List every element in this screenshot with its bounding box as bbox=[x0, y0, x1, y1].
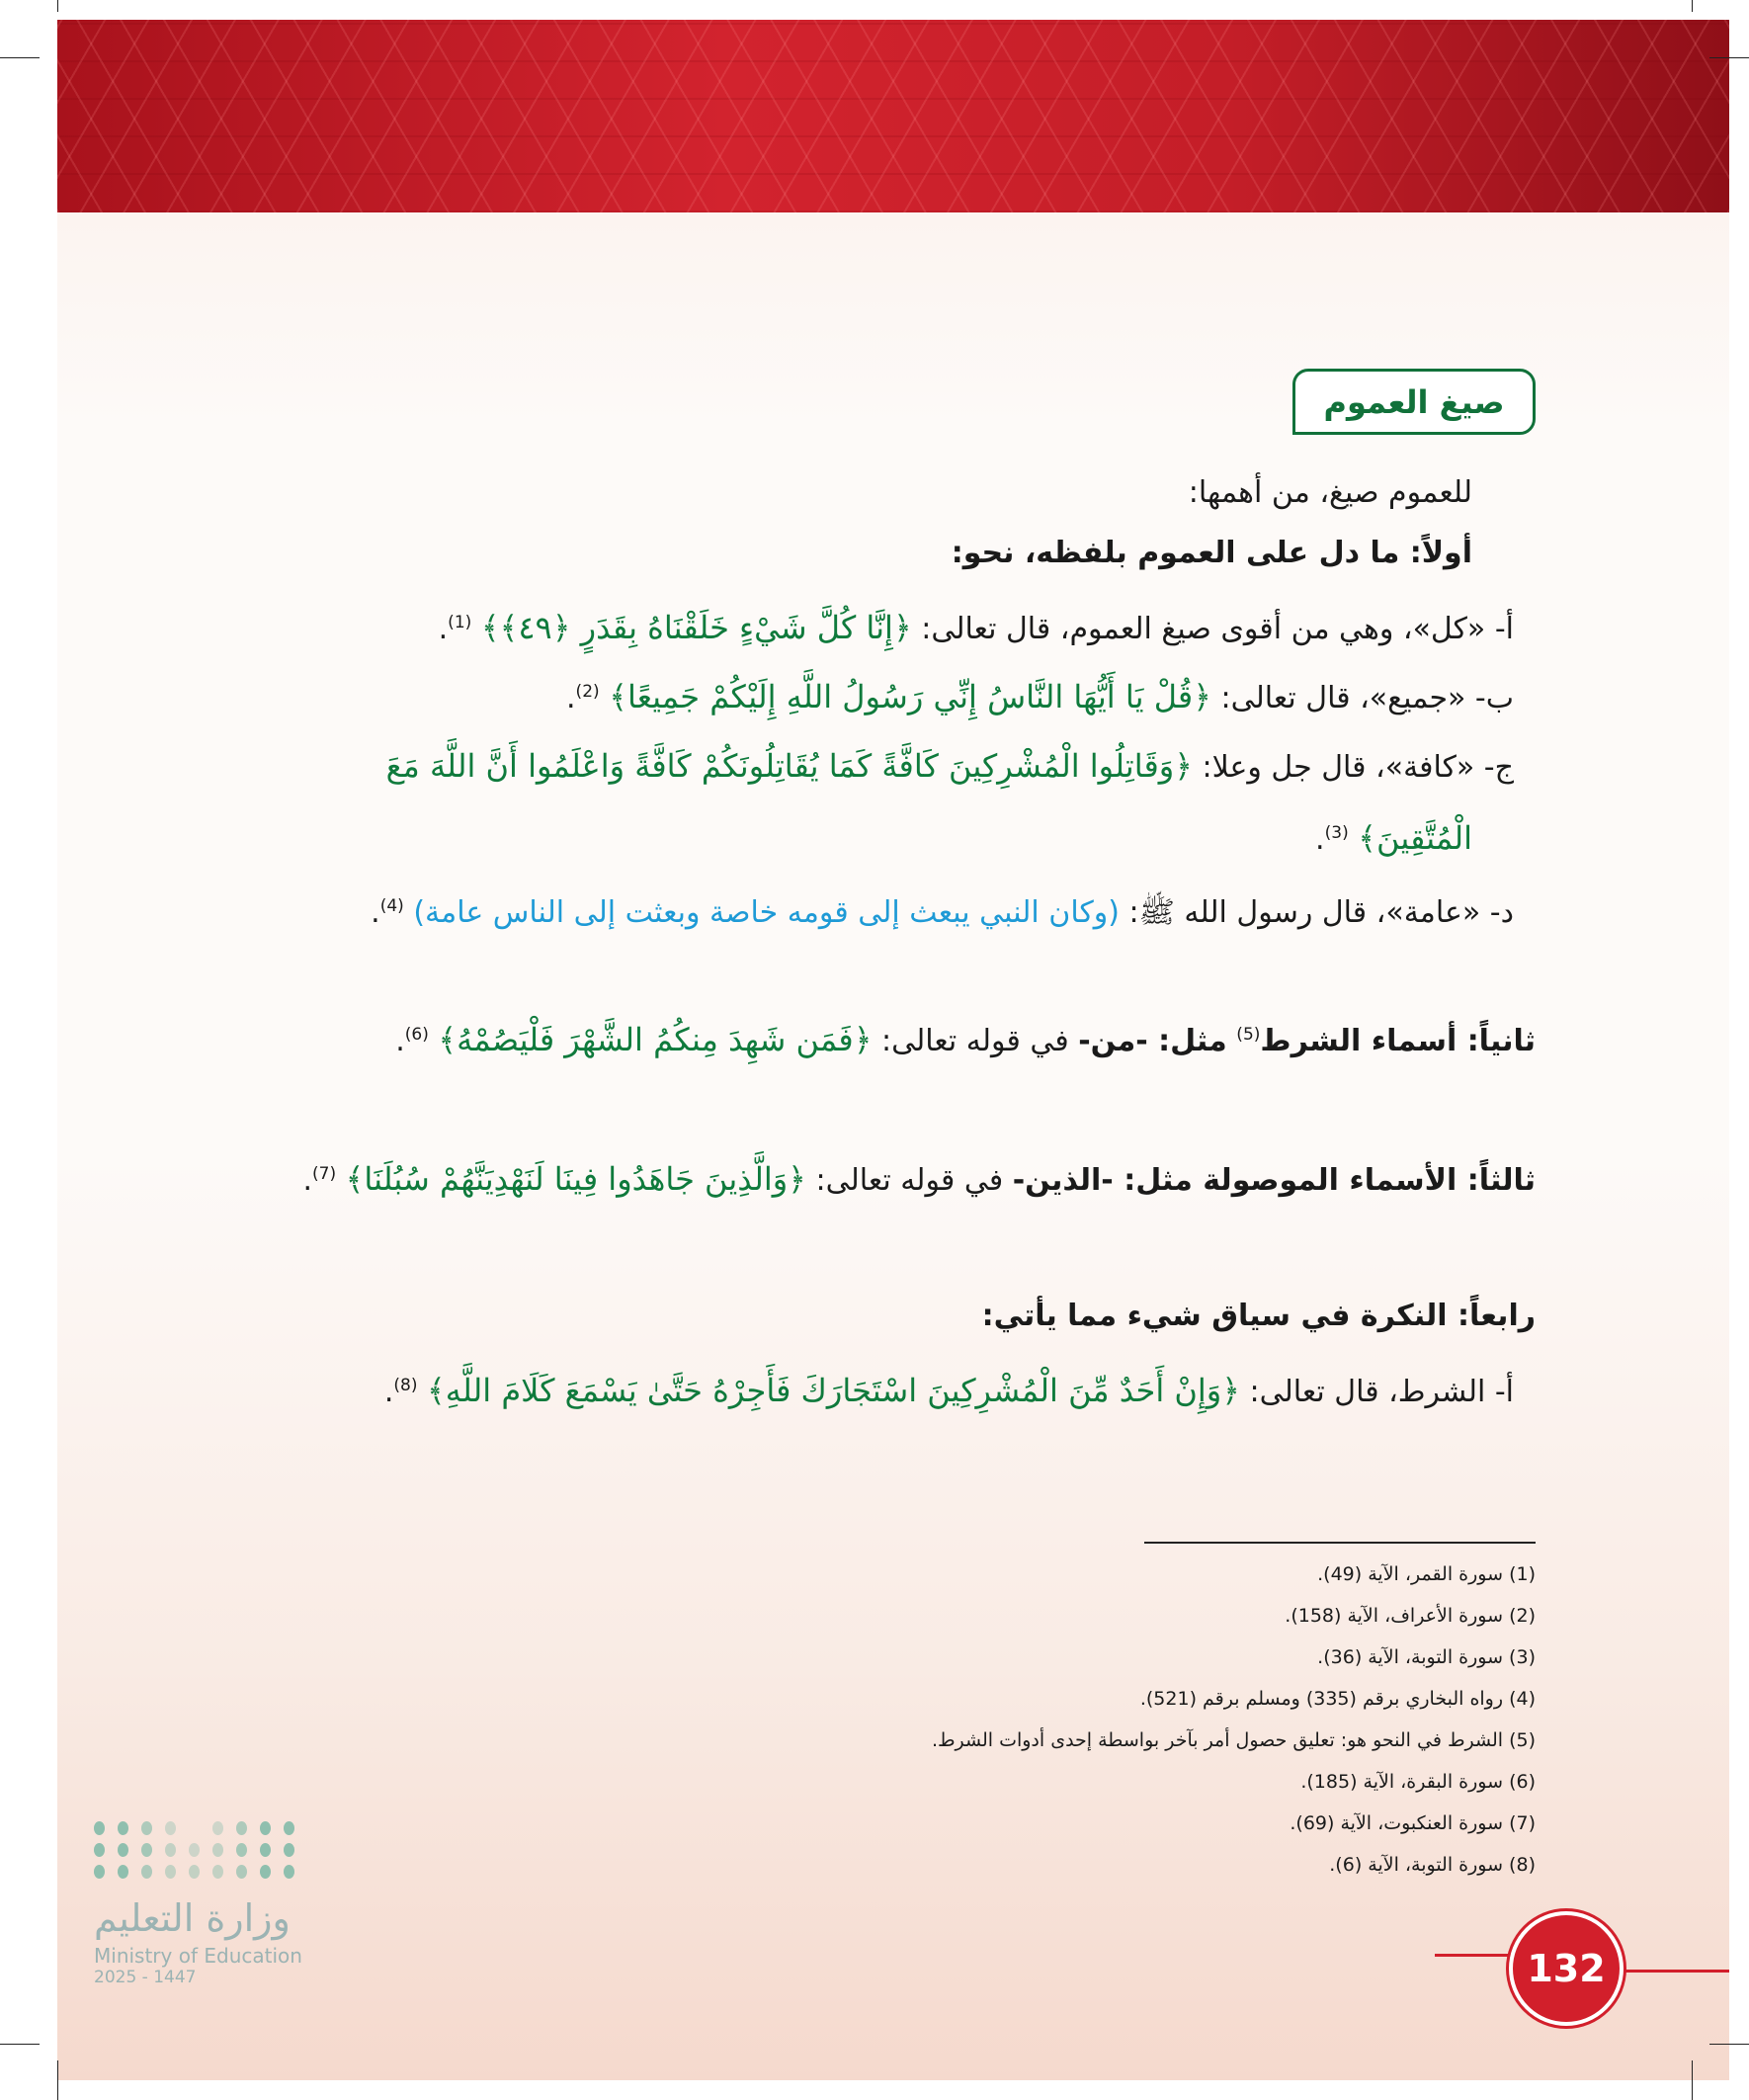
item-prefix: ج- «كافة»، قال جل وعلا: bbox=[1202, 750, 1514, 785]
period: . bbox=[566, 681, 576, 715]
crop-mark bbox=[1692, 2060, 1693, 2100]
crop-mark bbox=[1709, 57, 1749, 58]
page-number: 132 bbox=[1509, 1911, 1624, 2026]
crop-mark bbox=[0, 2044, 40, 2045]
item-b bbox=[566, 667, 1514, 723]
third-section bbox=[302, 1149, 1536, 1206]
footnote-ref[interactable]: (1) bbox=[448, 613, 472, 632]
item-a bbox=[439, 598, 1514, 654]
footnote-ref[interactable]: (7) bbox=[311, 1164, 337, 1184]
footnote-ref[interactable]: (6) bbox=[404, 1025, 429, 1045]
fourth-item-a bbox=[384, 1361, 1514, 1417]
footnote: (7) سورة العنكبوت، الآية (69). bbox=[1290, 1812, 1536, 1834]
quran-verse: ﴿فَمَن شَهِدَ مِنكُمُ الشَّهْرَ فَلْيَصُمْهُ﴾ bbox=[438, 1021, 873, 1058]
logo-english-text: Ministry of Education bbox=[94, 1944, 302, 1968]
crop-mark bbox=[1709, 2044, 1749, 2045]
footnote-ref[interactable]: (5) bbox=[1236, 1025, 1261, 1045]
quran-verse-cont: الْمُتَّقِينَ﴾ bbox=[1358, 819, 1472, 857]
quran-verse: ﴿وَالَّذِينَ جَاهَدُوا فِينَا لَنَهْدِيَنَّهُمْ سُبُلَنَا﴾ bbox=[345, 1160, 806, 1198]
period: . bbox=[395, 1024, 405, 1058]
crop-mark bbox=[57, 0, 58, 12]
period: . bbox=[383, 1375, 394, 1409]
page-number-line bbox=[1621, 1970, 1729, 1973]
footnote: (2) سورة الأعراف، الآية (158). bbox=[1285, 1605, 1536, 1627]
crop-mark bbox=[0, 57, 40, 58]
ministry-logo bbox=[94, 1821, 311, 1987]
item-c-continued bbox=[1315, 808, 1472, 865]
quran-verse: ﴿إِنَّا كُلَّ شَيْءٍ خَلَقْنَاهُ بِقَدَرٍ ﴿٤٩﴾﴾ bbox=[480, 609, 912, 646]
decorative-banner bbox=[57, 20, 1729, 212]
crop-mark bbox=[1692, 0, 1693, 12]
first-title: أولاً: ما دل على العموم بلفظه، نحو: bbox=[951, 536, 1472, 570]
period: . bbox=[1315, 822, 1325, 857]
footnote: (4) رواه البخاري برقم (335) ومسلم برقم (521). bbox=[1139, 1688, 1536, 1710]
logo-year: 2025 - 1447 bbox=[94, 1968, 197, 1987]
footnote-ref[interactable]: (8) bbox=[393, 1376, 418, 1395]
item-prefix: ب- «جميع»، قال تعالى: bbox=[1220, 681, 1514, 715]
second-title-rest: مثل: -من- bbox=[1078, 1024, 1227, 1058]
footnote: (1) سورة القمر، الآية (49). bbox=[1317, 1563, 1536, 1585]
logo-dots-icon bbox=[94, 1821, 311, 1879]
period: . bbox=[302, 1163, 312, 1198]
second-title: ثانياً: أسماء الشرط bbox=[1260, 1024, 1536, 1058]
period: . bbox=[438, 612, 449, 646]
footnote: (3) سورة التوبة، الآية (36). bbox=[1317, 1646, 1536, 1668]
item-prefix: أ- الشرط، قال تعالى: bbox=[1249, 1375, 1514, 1409]
prefix: في قوله تعالى: bbox=[815, 1163, 1004, 1198]
section-heading: صيغ العموم bbox=[1292, 369, 1536, 435]
logo-arabic-text: وزارة التعليم bbox=[94, 1896, 291, 1940]
hadith-text: (وكان النبي يبعث إلى قومه خاصة وبعثت إلى الناس عامة) bbox=[413, 895, 1120, 930]
footnote-divider bbox=[1144, 1542, 1536, 1544]
prefix: في قوله تعالى: bbox=[880, 1024, 1069, 1058]
quran-verse: ﴿قُلْ يَا أَيُّهَا النَّاسُ إِنِّي رَسُولُ اللَّهِ إِلَيْكُمْ جَمِيعًا﴾ bbox=[609, 678, 1211, 715]
fourth-title: رابعاً: النكرة في سياق شيء مما يأتي: bbox=[981, 1299, 1536, 1333]
footnote-ref[interactable]: (3) bbox=[1324, 823, 1349, 843]
crop-mark bbox=[57, 2060, 58, 2100]
quran-verse: ﴿وَإِنْ أَحَدٌ مِّنَ الْمُشْرِكِينَ اسْتَجَارَكَ فَأَجِرْهُ حَتَّىٰ يَسْمَعَ كَلَامَ اللَّهِ﴾ bbox=[427, 1372, 1240, 1409]
item-prefix: د- «عامة»، قال رسول الله ﷺ: bbox=[1128, 895, 1514, 930]
footnote: (8) سورة التوبة، الآية (6). bbox=[1329, 1854, 1536, 1876]
page-number-line bbox=[1435, 1954, 1514, 1957]
item-c bbox=[386, 741, 1514, 793]
quran-verse: ﴿وَقَاتِلُوا الْمُشْرِكِينَ كَافَّةً كَمَا يُقَاتِلُونَكُمْ كَافَّةً وَاعْلَمُوا أَنَّ اللَّهَ مَعَ bbox=[385, 747, 1193, 785]
period: . bbox=[371, 895, 380, 930]
intro-text: للعموم صيغ، من أهمها: bbox=[1188, 475, 1472, 510]
third-title: ثالثاً: الأسماء الموصولة مثل: -الذين- bbox=[1012, 1163, 1536, 1198]
item-prefix: أ- «كل»، وهي من أقوى صيغ العموم، قال تعالى: bbox=[921, 612, 1514, 646]
footnote: (5) الشرط في النحو هو: تعليق حصول أمر بآخر بواسطة إحدى أدوات الشرط. bbox=[931, 1729, 1536, 1751]
footnote-ref[interactable]: (2) bbox=[575, 682, 600, 702]
footnote-ref[interactable]: (4) bbox=[379, 896, 404, 916]
footnote: (6) سورة البقرة، الآية (185). bbox=[1300, 1771, 1536, 1793]
second-section bbox=[395, 1010, 1536, 1066]
item-d bbox=[371, 882, 1514, 938]
